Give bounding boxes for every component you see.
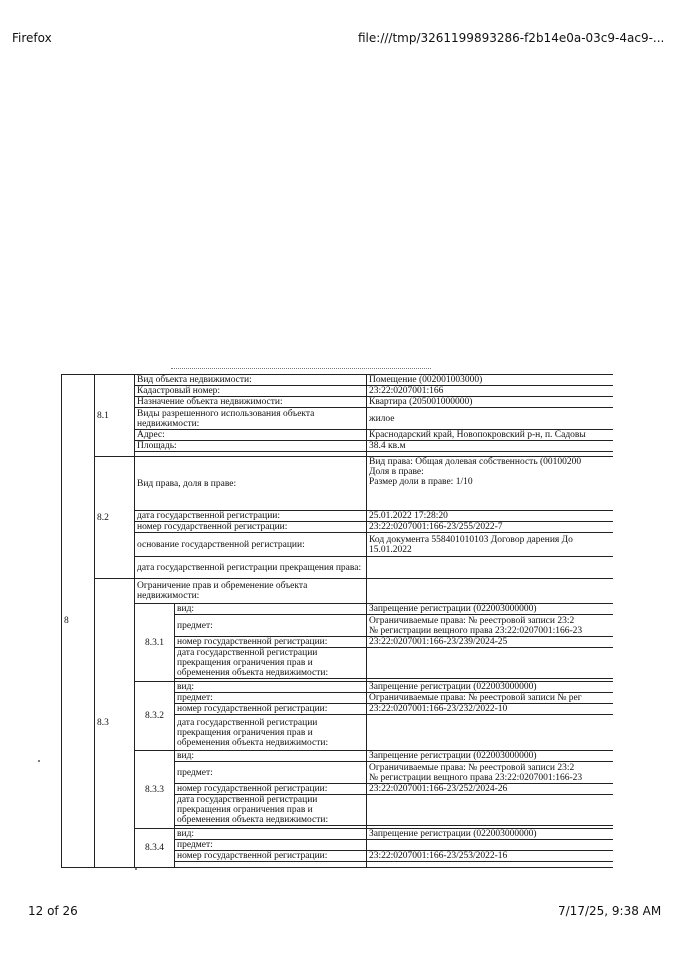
enddate-label: дата государственной регистрации прекращения ограничения прав и обременения объекта недвижимости: (175, 648, 367, 679)
item-8-3-1-number: 8.3.1 (135, 604, 175, 682)
scan-speck (135, 868, 137, 870)
cadastral-label: Кадастровый номер: (135, 386, 367, 397)
section-number: 8 (62, 375, 95, 868)
reg-basis-value (367, 533, 614, 557)
address-value: Краснодарский край, Новопокровский р-н, п. Садовы (367, 430, 614, 441)
subsection-8-3-number: 8.3 (95, 579, 135, 868)
right-share-value (367, 457, 614, 511)
right-kind-line: Вид права: Общая долевая собственность (00100200 (369, 457, 582, 467)
permitted-use-value: жилое (367, 408, 614, 430)
row-purpose (62, 397, 614, 408)
subject-line-1: Ограничиваемые права: № реестровой записи 23:2 (369, 615, 575, 626)
reg-basis-line-1: Код документа 558401010103 Договор дарения До (369, 534, 573, 545)
regnum-label: номер государственной регистрации: (175, 851, 367, 862)
object-type-label: Вид объекта недвижимости: (135, 375, 367, 386)
kind-value: Запрещение регистрации (022003000000) (367, 682, 614, 693)
area-value: 38.4 кв.м (367, 441, 614, 452)
reg-date-label: дата государственной регистрации: (135, 511, 367, 522)
right-size-line: Размер доли в праве: 1/10 (369, 477, 473, 487)
row-reg-basis (62, 533, 614, 557)
browser-name: Firefox (12, 31, 52, 45)
right-share-label: Вид права, доля в праве: (135, 457, 367, 511)
enddate-label: дата государственной регистрации прекращения ограничения прав и обременения объекта недвижимости: (175, 795, 367, 826)
row-end-date (62, 557, 614, 579)
regnum-label: номер государственной регистрации: (175, 637, 367, 648)
row-object-type (62, 375, 614, 386)
row-8-3-2-kind (62, 682, 614, 693)
subject-label: предмет: (175, 693, 367, 704)
subject-value (367, 840, 614, 851)
kind-label: вид: (175, 682, 367, 693)
subsection-8-2-number: 8.2 (95, 457, 135, 579)
area-label: Площадь: (135, 441, 367, 452)
purpose-label: Назначение объекта недвижимости: (135, 397, 367, 408)
row-8-3-3-kind (62, 751, 614, 762)
item-8-3-2-number: 8.3.2 (135, 682, 175, 751)
purpose-value: Квартира (205001000000) (367, 397, 614, 408)
regnum-value: 23:22:0207001:166-23/232/2022-10 (367, 704, 614, 715)
subject-line-1: Ограничиваемые права: № реестровой записи 23:2 (369, 762, 575, 773)
row-permitted-use (62, 408, 614, 430)
reg-date-value: 25.01.2022 17:28:20 (367, 511, 614, 522)
row-8-3-4-kind (62, 829, 614, 840)
cut-off-header-line (171, 362, 431, 369)
subject-value (367, 615, 614, 637)
row-reg-date (62, 511, 614, 522)
row-reg-number (62, 522, 614, 533)
address-label: Адрес: (135, 430, 367, 441)
scanned-extract (61, 362, 613, 878)
item-8-3-4-number: 8.3.4 (135, 829, 175, 868)
regnum-value: 23:22:0207001:166-23/252/2024-26 (367, 784, 614, 795)
scan-speck (38, 760, 40, 762)
row-area (62, 441, 614, 452)
reg-basis-label: основание государственной регистрации: (135, 533, 367, 557)
row-8-3-1-kind (62, 604, 614, 615)
kind-label: вид: (175, 829, 367, 840)
page-counter: 12 of 26 (28, 904, 78, 918)
enddate-label: дата государственной регистрации прекращения ограничения прав и обременения объекта недвижимости: (175, 715, 367, 751)
kind-label: вид: (175, 751, 367, 762)
subject-label: предмет: (175, 615, 367, 637)
print-datetime: 7/17/25, 9:38 AM (558, 904, 662, 918)
subject-line-2: № регистрации вещного права 23:22:0207001:166-23 (369, 625, 583, 636)
row-address (62, 430, 614, 441)
subsection-8-1-number: 8.1 (95, 375, 135, 457)
object-type-value: Помещение (002001003000) (367, 375, 614, 386)
kind-value: Запрещение регистрации (022003000000) (367, 604, 614, 615)
subject-label: предмет: (175, 840, 367, 851)
reg-basis-line-2: 15.01.2022 (369, 544, 412, 555)
reg-number-label: номер государственной регистрации: (135, 522, 367, 533)
subject-value: Ограничиваемые права: № реестровой записи № рег (367, 693, 614, 704)
kind-value: Запрещение регистрации (022003000000) (367, 751, 614, 762)
right-share-line: Доля в праве: (369, 467, 424, 477)
end-date-label: дата государственной регистрации прекращения права: (135, 557, 367, 579)
row-restrictions-title (62, 579, 614, 604)
page-url: file:///tmp/3261199893286-f2b14e0a-03c9-4ac9-... (358, 31, 665, 45)
subject-line-2: № регистрации вещного права 23:22:0207001:166-23 (369, 772, 583, 783)
kind-value: Запрещение регистрации (022003000000) (367, 829, 614, 840)
subject-label: предмет: (175, 762, 367, 784)
permitted-use-label: Виды разрешенного использования объекта недвижимости: (135, 408, 367, 430)
subject-value (367, 762, 614, 784)
reg-number-value: 23:22:0207001:166-23/255/2022-7 (367, 522, 614, 533)
regnum-label: номер государственной регистрации: (175, 704, 367, 715)
kind-label: вид: (175, 604, 367, 615)
registry-table (61, 374, 613, 868)
end-date-value (367, 557, 614, 579)
item-8-3-3-number: 8.3.3 (135, 751, 175, 829)
restrictions-title: Ограничение прав и обременение объекта недвижимости: (135, 579, 367, 604)
row-right-share (62, 457, 614, 511)
regnum-label: номер государственной регистрации: (175, 784, 367, 795)
row-cadastral-number (62, 386, 614, 397)
regnum-value: 23:22:0207001:166-23/253/2022-16 (367, 851, 614, 862)
regnum-value: 23:22:0207001:166-23/239/2024-25 (367, 637, 614, 648)
cadastral-value: 23:22:0207001:166 (367, 386, 614, 397)
